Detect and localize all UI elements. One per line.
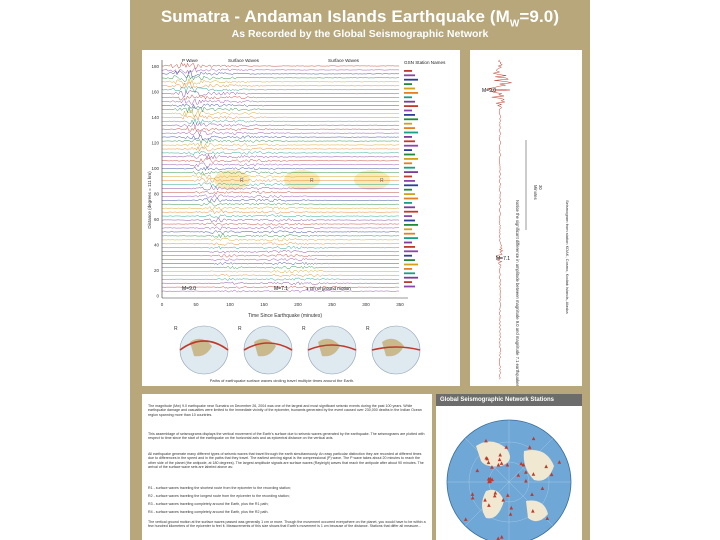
station-tag <box>404 92 418 94</box>
seismogram-trace <box>162 119 399 124</box>
x-tick-label: 150 <box>260 302 268 307</box>
station-tag <box>404 246 415 248</box>
seismogram-trace <box>162 234 399 237</box>
seismogram-trace <box>162 166 399 170</box>
station-tag <box>404 110 412 112</box>
magnitude-9-label: M=9.0 <box>182 286 197 292</box>
station-tag <box>404 74 415 76</box>
y-tick-label: 0 <box>156 293 159 299</box>
p-wave-label: P Wave <box>182 58 198 63</box>
station-tag <box>404 198 418 200</box>
station-tag <box>404 281 412 283</box>
x-tick-label: 0 <box>160 302 164 307</box>
seismogram-trace <box>162 191 399 194</box>
x-tick-label: 100 <box>226 302 234 307</box>
globe-row <box>174 326 420 374</box>
y-tick-label: 160 <box>151 89 159 95</box>
station-tag <box>404 136 412 138</box>
y-tick-label: 20 <box>153 268 159 273</box>
station-tag <box>404 242 412 244</box>
station-tag <box>404 220 415 222</box>
seismogram-trace <box>162 254 399 257</box>
x-tick-labels <box>161 302 405 307</box>
seismogram-trace <box>162 151 399 154</box>
seismogram-trace <box>162 99 399 105</box>
seismogram-trace <box>162 104 399 109</box>
station-tag <box>404 171 418 173</box>
r1-definition: R1 - surface waves traveling the shortest route from the epicenter to the recording station; <box>148 486 291 490</box>
seismogram-trace <box>162 223 399 226</box>
station-tag <box>404 145 418 147</box>
station-tag <box>404 70 412 72</box>
seismogram-trace <box>162 143 399 148</box>
seismogram-trace <box>162 159 399 163</box>
seismogram-trace <box>162 147 399 151</box>
seismogram-trace <box>162 79 399 85</box>
seismogram-trace <box>162 270 399 273</box>
station-tag <box>404 184 418 186</box>
right-m71-label: M=7.1 <box>496 256 511 262</box>
page-subtitle: As Recorded by the Global Seismographic Network <box>231 28 489 40</box>
paragraph-4: The vertical ground motion at the surface waves passed was generally 1 cm or more. Though the movement occurred everywhere on the planet, you would have to be within a few hundred kilometers of the epicenter to feel it. Measurements of this size shows that Earth's movement is 1 cm because of the distance. Stations that differ all measure... <box>148 520 426 529</box>
station-tag <box>404 264 418 266</box>
y-tick-label: 60 <box>153 217 159 222</box>
seismogram-trace <box>162 75 399 81</box>
paragraph-2: This assemblage of seismograms displays the vertical movement of the Earth's surface due to seismic waves generated by the earthquake. The seismograms are plotted with respect to time since the start of the earthquake on the horizontal axis and as epicentral distance on the vertical axis. <box>148 432 425 441</box>
x-tick-label: 350 <box>396 302 404 307</box>
station-tag <box>404 180 415 182</box>
seismogram-trace <box>162 131 399 136</box>
station-tag <box>404 259 415 261</box>
globe-label: R <box>366 326 370 332</box>
station-tag <box>404 202 412 204</box>
seismogram-plot <box>142 50 460 386</box>
surface-waves-label-1: Surface Waves <box>228 58 259 63</box>
seismogram-trace <box>162 282 399 285</box>
seismogram-trace <box>162 206 399 209</box>
y-tick-labels <box>151 64 159 299</box>
right-m90-label: M=9.0 <box>482 88 497 94</box>
station-tag <box>404 83 412 85</box>
station-tag <box>404 272 415 274</box>
station-tag <box>404 88 415 90</box>
y-axis-label: Distance (degrees = 111 km) <box>147 171 152 229</box>
seismogram-trace <box>162 154 399 158</box>
minutes-label: Minutes <box>533 185 538 200</box>
station-map <box>436 406 582 540</box>
station-tag <box>404 193 415 195</box>
seismogram-trace <box>162 70 399 77</box>
station-tag <box>404 255 412 257</box>
globe-label: R <box>174 326 178 332</box>
scale-label: 1 cm of ground motion <box>306 286 351 291</box>
bubble-label-r1: R <box>240 178 244 184</box>
r3-definition: R3 - surface waves traveling completely around the Earth, plus the R1 path; <box>148 502 269 506</box>
station-tag <box>404 154 415 156</box>
paragraph-3: All earthquake generate many different types of seismic waves that travel through the earth simultaneously. An easy particular distinction they are recorded at different times due to differences in the speed and in the paths that they travel. The earliest arriving signal is the compressional (P) wave. The P wave takes about 20 minutes to reach the other side of the planet (the antipode, at 180 degrees). The largest amplitude signals are surface waves (Rayleigh) waves that reach the antipode after about 90 minutes. The arrival of the surface wave sets are labeled above as: <box>148 452 424 469</box>
station-names-label: GSN Station Names <box>404 60 446 65</box>
seismogram-trace <box>162 246 399 249</box>
station-tag <box>404 162 412 164</box>
station-tag <box>404 96 412 98</box>
y-tick-label: 140 <box>151 115 159 120</box>
seismogram-trace <box>162 238 399 241</box>
minutes-value: 30 <box>538 185 543 190</box>
station-tag <box>404 206 415 208</box>
seismogram-trace <box>162 115 399 120</box>
magnitude-7-label: M=7.1 <box>274 286 289 292</box>
seismogram-trace <box>162 202 399 206</box>
seismogram-trace <box>162 110 399 116</box>
station-tag <box>404 215 412 217</box>
page-title <box>130 7 590 29</box>
x-tick-label: 50 <box>193 302 199 307</box>
seismogram-trace <box>162 139 399 143</box>
title-tail: =9.0) <box>519 7 560 26</box>
seismogram-trace <box>162 214 399 218</box>
seismogram-trace <box>162 198 399 202</box>
seismogram-trace <box>162 194 399 198</box>
y-tick-label: 100 <box>151 166 159 171</box>
station-tag <box>404 167 415 169</box>
vertical-credit: Seismogram from station KDAK, Cosmo, Kodiak Islands, Alaska <box>565 200 570 314</box>
poster <box>130 0 590 540</box>
station-tag <box>404 79 418 81</box>
y-tick-label: 180 <box>151 64 159 69</box>
station-tag <box>404 149 412 151</box>
x-axis-label: Time Since Earthquake (minutes) <box>247 313 323 319</box>
seismogram-trace <box>162 163 399 167</box>
seismogram-trace <box>162 95 399 100</box>
station-tag <box>404 105 418 107</box>
station-tag <box>404 176 412 178</box>
seismogram-trace <box>162 250 399 253</box>
station-tag <box>404 268 412 270</box>
seismogram-trace <box>162 278 399 281</box>
seismogram-trace <box>162 230 399 233</box>
title-subscript: W <box>509 18 520 30</box>
bubble-label-r2: R <box>310 178 314 184</box>
globes-caption: Paths of earthquake surface waves circling travel multiple times around the Earth. <box>209 378 355 383</box>
comparison-trace <box>487 60 511 379</box>
y-tick-label: 120 <box>151 140 159 146</box>
globe-label: R <box>302 326 306 332</box>
r2-definition: R2 - surface waves traveling the longest route from the epicenter to the recording station; <box>148 494 290 498</box>
seismogram-panel <box>142 50 460 386</box>
seismogram-trace <box>162 127 399 131</box>
seismogram-trace <box>162 227 399 230</box>
seismogram-trace <box>162 68 399 74</box>
vertical-note: Notice the significant difference in amplitude between magnitude 9.0 and magnitude 7.1 earthquakes <box>515 200 520 386</box>
seismogram-trace <box>162 210 399 213</box>
station-tag <box>404 140 415 142</box>
station-map-panel <box>436 394 582 540</box>
title-main: Sumatra - Andaman Islands Earthquake (M <box>160 7 510 26</box>
station-tag <box>404 101 415 103</box>
station-tag <box>404 233 415 235</box>
seismogram-trace <box>162 262 399 265</box>
surface-waves-label-2: Surface Waves <box>328 58 359 63</box>
station-tag <box>404 211 418 213</box>
station-tag <box>404 286 415 288</box>
seismogram-trace <box>162 135 399 139</box>
y-tick-label: 80 <box>153 191 159 197</box>
station-tag <box>404 228 412 230</box>
y-tick-label: 40 <box>153 242 159 248</box>
station-tag <box>404 114 415 116</box>
station-tag <box>404 189 412 191</box>
station-tag <box>404 277 418 279</box>
seismogram-trace <box>162 90 399 96</box>
station-tag <box>404 158 418 160</box>
bubble-label-r3: R <box>380 178 384 184</box>
station-tag <box>404 250 418 252</box>
station-name-list <box>404 70 418 287</box>
seismogram-trace <box>162 86 399 93</box>
r4-definition: R4 - surface waves traveling completely around the Earth, plus the R2 path. <box>148 510 269 514</box>
paragraph-1: The magnitude (Mᴡ) 9.0 earthquake near Sumatra on December 26, 2004 was one of the largest and most significant seismic events during the past 100 years. While earthquake damage and casualties were limited to the immediate vicinity of the epicenter, tsunamis generated by the event caused over 230,000 deaths in the Indian Ocean region spanning more than 10 countries. <box>148 404 422 417</box>
seismogram-trace <box>162 274 399 276</box>
x-tick-label: 250 <box>328 302 336 307</box>
seismogram-trace <box>162 266 399 269</box>
comparison-trace-line <box>487 60 511 379</box>
station-tag <box>404 123 412 125</box>
magnitude-comparison-panel <box>470 50 582 386</box>
station-tag <box>404 224 418 226</box>
seismogram-trace <box>162 219 399 222</box>
x-tick-label: 200 <box>294 302 302 307</box>
comparison-plot <box>470 50 582 386</box>
globe-label: R <box>238 326 242 332</box>
seismogram-trace <box>162 242 399 245</box>
seismogram-trace <box>162 258 399 261</box>
station-tag <box>404 132 418 134</box>
description-panel <box>142 394 432 540</box>
seismogram-trace <box>162 62 399 68</box>
station-tag <box>404 127 415 129</box>
seismogram-trace <box>162 123 399 127</box>
map-title: Global Seismographic Network Stations <box>436 394 582 406</box>
station-tag <box>404 237 418 239</box>
x-tick-label: 300 <box>362 302 370 307</box>
station-tag <box>404 118 418 120</box>
